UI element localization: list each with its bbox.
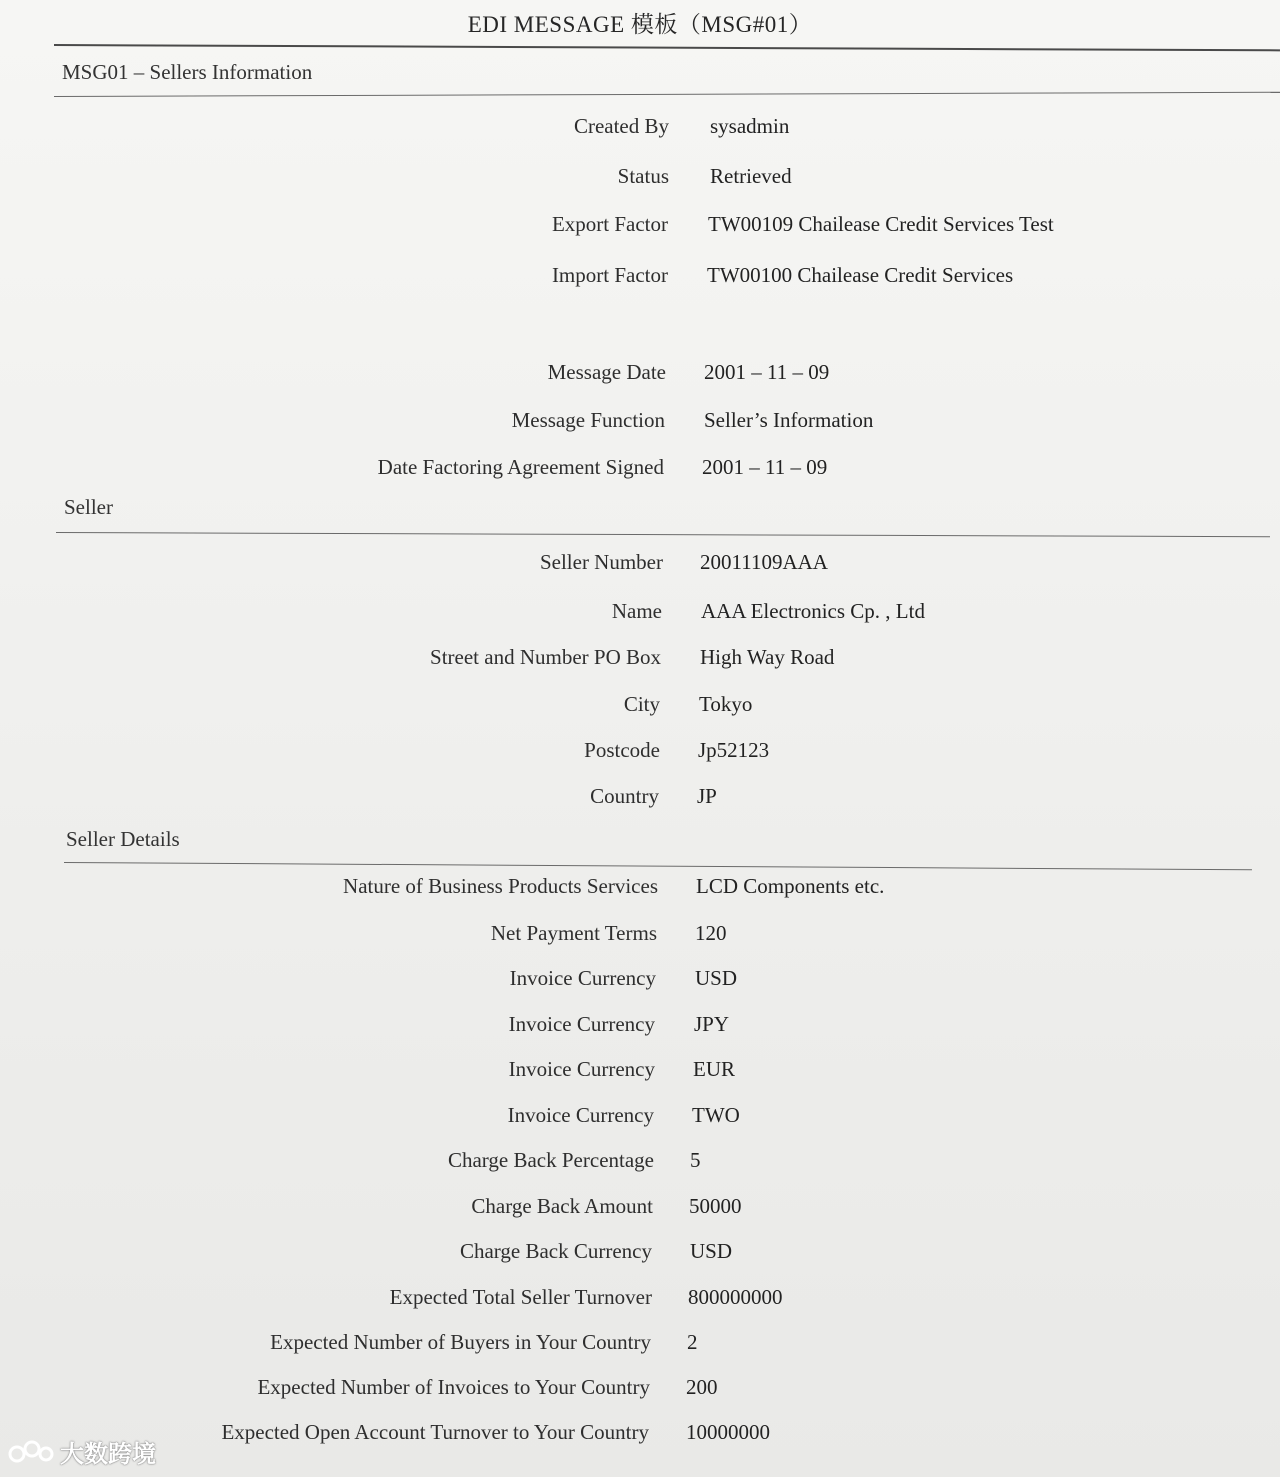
field-label-box bbox=[0, 212, 668, 242]
general-row bbox=[0, 455, 1280, 485]
field-value: 800000000 bbox=[688, 1285, 783, 1309]
field-label-box bbox=[0, 164, 669, 194]
seller-details-row bbox=[0, 1420, 1280, 1450]
field-label-box bbox=[0, 1375, 650, 1405]
field-value: TW00100 Chailease Credit Services bbox=[707, 263, 1014, 287]
field-value: EUR bbox=[693, 1057, 735, 1081]
general-row bbox=[0, 212, 1280, 242]
field-value: 2001 – 11 – 09 bbox=[704, 360, 830, 384]
field-label: Import Factor bbox=[551, 263, 668, 287]
field-label: Net Payment Terms bbox=[490, 921, 657, 945]
field-label-box bbox=[0, 1103, 654, 1133]
page-title: EDI MESSAGE 模板（MSG#01） bbox=[467, 12, 813, 37]
field-label-box bbox=[0, 692, 660, 722]
seller-details-row bbox=[0, 1285, 1280, 1315]
seller-row bbox=[0, 599, 1280, 629]
field-value: 2 bbox=[687, 1330, 698, 1354]
field-label: Status bbox=[617, 164, 669, 188]
field-value: AAA Electronics Cp. , Ltd bbox=[701, 599, 925, 623]
field-label: Country bbox=[590, 784, 659, 808]
seller-row bbox=[0, 738, 1280, 768]
field-label: Invoice Currency bbox=[509, 966, 656, 990]
field-label: Name bbox=[611, 599, 662, 623]
field-label-box bbox=[0, 263, 668, 293]
field-label: City bbox=[623, 692, 660, 716]
field-value: 50000 bbox=[689, 1194, 742, 1218]
field-label: Expected Total Seller Turnover bbox=[389, 1285, 652, 1309]
field-label-box bbox=[0, 645, 661, 675]
seller-details-row bbox=[0, 1375, 1280, 1405]
seller-details-row bbox=[0, 1194, 1280, 1224]
field-value: Retrieved bbox=[710, 164, 792, 188]
watermark-text: 大数跨境 bbox=[60, 1440, 156, 1468]
field-value: LCD Components etc. bbox=[696, 874, 885, 898]
seller-details-row bbox=[0, 921, 1280, 951]
field-label-box bbox=[0, 874, 658, 904]
field-label-box bbox=[0, 360, 666, 390]
seller-row bbox=[0, 550, 1280, 580]
paw-logo-icon bbox=[8, 1437, 54, 1467]
section-rule-seller bbox=[56, 532, 1270, 537]
field-label: Charge Back Currency bbox=[459, 1239, 652, 1263]
seller-details-row bbox=[0, 1057, 1280, 1087]
field-label-box bbox=[0, 1148, 654, 1178]
field-label: Nature of Business Products Services bbox=[343, 874, 658, 898]
field-label: Invoice Currency bbox=[508, 1012, 655, 1036]
field-label: Charge Back Amount bbox=[471, 1194, 653, 1218]
seller-details-row bbox=[0, 1330, 1280, 1360]
seller-details-row bbox=[0, 1012, 1280, 1042]
field-label-box bbox=[0, 1057, 655, 1087]
seller-details-row bbox=[0, 1239, 1280, 1269]
field-label-box bbox=[0, 921, 657, 951]
field-label: Street and Number PO Box bbox=[430, 645, 661, 669]
field-label-box bbox=[0, 1330, 651, 1360]
field-label: Postcode bbox=[584, 738, 660, 762]
field-label: Invoice Currency bbox=[508, 1057, 655, 1081]
seller-details-row bbox=[0, 874, 1280, 904]
field-label-box bbox=[0, 784, 659, 814]
field-label: Message Date bbox=[547, 360, 666, 384]
field-label-box bbox=[0, 455, 664, 485]
field-label-box bbox=[0, 738, 660, 768]
field-label: Created By bbox=[573, 114, 669, 138]
field-label: Invoice Currency bbox=[507, 1103, 654, 1127]
title-rule bbox=[54, 44, 1280, 51]
field-label: Expected Number of Buyers in Your Country bbox=[270, 1330, 651, 1354]
field-value: Jp52123 bbox=[698, 738, 770, 762]
field-label: Expected Open Account Turnover to Your Country bbox=[221, 1420, 649, 1444]
section-rule-seller-details bbox=[64, 862, 1252, 870]
field-value: USD bbox=[690, 1239, 733, 1263]
field-label: Export Factor bbox=[551, 212, 668, 236]
general-row bbox=[0, 164, 1280, 194]
field-value: 20011109AAA bbox=[700, 550, 828, 574]
field-value: 200 bbox=[686, 1375, 718, 1399]
field-label-box bbox=[0, 966, 656, 996]
field-value: 10000000 bbox=[686, 1420, 770, 1444]
seller-details-row bbox=[0, 966, 1280, 996]
field-value: 2001 – 11 – 09 bbox=[702, 455, 828, 479]
field-label-box bbox=[0, 1285, 652, 1315]
general-row bbox=[0, 360, 1280, 390]
field-value: Tokyo bbox=[699, 692, 753, 716]
general-row bbox=[0, 263, 1280, 293]
field-label: Seller Number bbox=[539, 550, 663, 574]
section-label-seller: Seller bbox=[64, 495, 113, 519]
field-label: Date Factoring Agreement Signed bbox=[377, 455, 664, 479]
seller-details-row bbox=[0, 1103, 1280, 1133]
field-label-box bbox=[0, 550, 663, 580]
field-value: sysadmin bbox=[710, 114, 790, 138]
general-row bbox=[0, 114, 1280, 144]
field-label-box bbox=[0, 599, 662, 629]
field-value: High Way Road bbox=[700, 645, 835, 669]
seller-details-row bbox=[0, 1148, 1280, 1178]
field-value: JP bbox=[697, 784, 717, 808]
field-value: JPY bbox=[694, 1012, 730, 1036]
field-label-box bbox=[0, 114, 669, 144]
field-label-box bbox=[0, 408, 665, 438]
field-value: USD bbox=[695, 966, 738, 990]
seller-row bbox=[0, 645, 1280, 675]
section-rule-general bbox=[54, 92, 1280, 97]
field-value: Seller’s Information bbox=[704, 408, 874, 432]
field-value: TW00109 Chailease Credit Services Test bbox=[708, 212, 1054, 236]
field-label-box bbox=[0, 1239, 652, 1269]
field-label-box bbox=[0, 1012, 655, 1042]
watermark bbox=[8, 1434, 156, 1469]
field-label-box bbox=[0, 1194, 653, 1224]
field-label: Message Function bbox=[511, 408, 665, 432]
seller-row bbox=[0, 784, 1280, 814]
seller-row bbox=[0, 692, 1280, 722]
section-label-seller-details: Seller Details bbox=[66, 827, 180, 851]
general-row bbox=[0, 408, 1280, 438]
field-label: Expected Number of Invoices to Your Country bbox=[257, 1375, 650, 1399]
field-value: 120 bbox=[695, 921, 727, 945]
field-value: 5 bbox=[690, 1148, 701, 1172]
field-value: TWO bbox=[692, 1103, 740, 1127]
field-label: Charge Back Percentage bbox=[447, 1148, 654, 1172]
section-label-msg01: MSG01 – Sellers Information bbox=[62, 60, 313, 84]
